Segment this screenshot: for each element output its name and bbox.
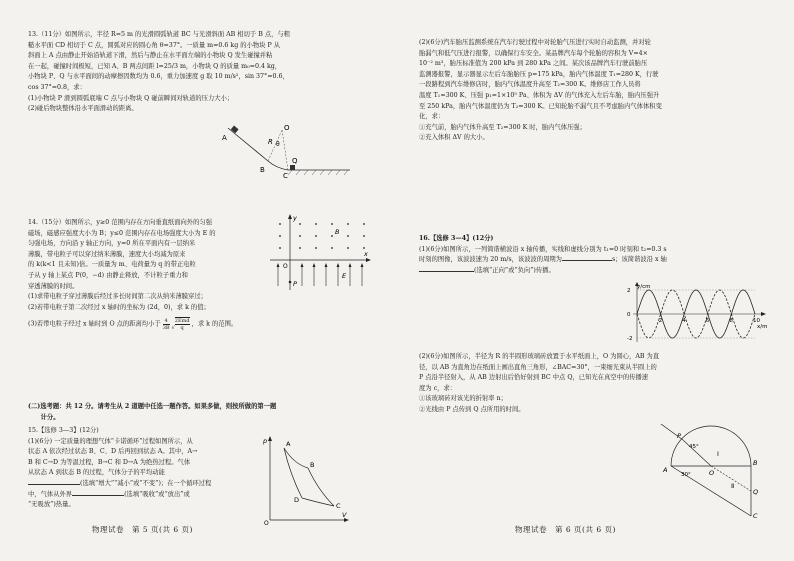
state-c: C bbox=[336, 502, 341, 510]
q15-blank2-hint: (选填“吸收”或“放出”或 bbox=[124, 490, 190, 498]
question-15-part2 bbox=[419, 38, 769, 144]
curve-da bbox=[284, 448, 302, 498]
q15-line: B 和 C→D 为等温过程，B→C 和 D→A 为绝热过程。气体 bbox=[28, 458, 191, 466]
state-d: D bbox=[294, 496, 300, 504]
point-a-label: A bbox=[663, 466, 668, 474]
wave-chart bbox=[623, 280, 773, 346]
q15-line-blank2 bbox=[28, 490, 280, 501]
answer-blank-period[interactable] bbox=[562, 260, 612, 261]
q14-part3-text: (3)若带电粒子经过 x 轴时到 O 点的距离均小于 bbox=[28, 320, 161, 328]
question-13 bbox=[28, 30, 368, 115]
wave-axes bbox=[633, 282, 766, 342]
magnetic-field-dots bbox=[279, 223, 365, 249]
q15b-line: 10⁻² m³，胎压标准值为 200 kPa 到 280 kPa 之间。某次该品牌汽车行驶前胎压 bbox=[419, 60, 648, 68]
y-tick-label: 0 bbox=[627, 312, 631, 318]
q15b-line: ①充气前，胎内气体升高至 T₂=300 K 时，胎内气体压强； bbox=[419, 123, 586, 131]
question-16 bbox=[419, 234, 769, 276]
q15b-line: 温度 T₁=300 K、压强 p₁=1×10⁵ Pa、体积为 ΔV 的气体充入左后车胎，胎内压强升 bbox=[419, 91, 660, 99]
point-b-label: B bbox=[753, 459, 758, 467]
question-14 bbox=[28, 218, 278, 331]
angle-30-label: 30° bbox=[681, 472, 691, 478]
q13-line: 小物块 P、Q 与水平面间的动摩擦因数均为 0.6，重力加速度 g 取 10 m/s²，sin 37°=0.6， bbox=[28, 73, 289, 81]
q14-line: 子从 y 轴上某点 P(0，−d) 由静止释放，不计粒子重力和 bbox=[28, 271, 188, 279]
q13-line: 斜面上 A 点由静止开始沿轨道下滑，然后与静止在水平面左端的小物块 Q 发生碰撞并粘 bbox=[28, 52, 273, 60]
point-q-label: Q bbox=[753, 488, 759, 496]
q16-line: (1)(6分)如图所示，一列简谐横波沿 x 轴传播，实线和虚线分别为 t₁=0 时刻和 t₂=0.3 s bbox=[419, 245, 667, 253]
sqrt-numerator: 2Emd bbox=[174, 318, 190, 325]
q15-title: 15.【选修 3—3】(12分) bbox=[28, 427, 99, 434]
label-b: B bbox=[260, 166, 265, 174]
q15-line: 状态 A 依次经过状态 B、C、D 后再回到状态 A。其中，A→ bbox=[28, 448, 198, 456]
fraction bbox=[163, 318, 170, 331]
sqrt-denominator: q bbox=[180, 325, 184, 332]
q13-line: cos 37°=0.8，求： bbox=[28, 83, 86, 91]
fraction-denominator: 3B bbox=[162, 324, 170, 331]
q13-line: (2)碰后物块整体沿水平面滑动的距离。 bbox=[28, 105, 138, 113]
q16-part2-line: ①该玻璃砖对该光的折射率 n； bbox=[419, 395, 507, 403]
label-q: Q bbox=[292, 157, 298, 165]
q16-line3: (选填“正向”或“负向”)传播。 bbox=[474, 266, 555, 274]
q14-line: 的 k(k<1 且未知)倍。一质量为 m、电荷量为 q 的带正电粒 bbox=[28, 261, 196, 269]
q16-title: 16.【选修 3—4】(12分) bbox=[419, 235, 494, 242]
q13-line: 糙水平面 CD 相切于 C 点，圆弧对应的圆心角 θ=37°。一质量 m=0.6 kg 的小物块 P 从 bbox=[28, 41, 280, 49]
q14-line: 薄膜，带电粒子可以穿过纳米薄膜，速度大小均减为原来 bbox=[28, 250, 186, 258]
q14-line: (2)若带电粒子第二次经过 x 轴时的坐标为 (2d，0)，求 k 的值； bbox=[28, 303, 210, 311]
origin-label: O bbox=[283, 263, 288, 270]
q15-line6: 中，气体从外界 bbox=[28, 490, 73, 498]
q15b-line: 至 250 kPa，胎内气体温度仍为 T₂=300 K。已知轮胎不漏气且不考虑胎内气体体积变 bbox=[419, 102, 662, 110]
q14-line: 穿透薄膜的时间。 bbox=[28, 282, 79, 290]
q16-line-blank2 bbox=[419, 266, 769, 277]
axis-x-label: x bbox=[364, 250, 368, 258]
sqrt-expression: √ 2Emd q bbox=[171, 318, 190, 332]
q16-line2b: s；该简谐波沿 x 轴 bbox=[611, 256, 667, 264]
point-c-label: C bbox=[753, 512, 758, 520]
q15b-line: ②充入体积 ΔV 的大小。 bbox=[419, 134, 489, 142]
q15-line7: “无吸放”)热量。 bbox=[28, 501, 75, 509]
answer-blank-direction[interactable] bbox=[419, 271, 474, 272]
q13-figure bbox=[210, 118, 360, 180]
point-p bbox=[289, 281, 292, 284]
q14-part3-tail: ，求 k 的范围。 bbox=[191, 320, 238, 328]
answer-blank-1[interactable] bbox=[28, 484, 80, 485]
block-q bbox=[290, 165, 295, 170]
q15-blank1-hint: (选填“增大”“减小”或“不变”)；在一个循环过程 bbox=[80, 479, 212, 487]
point-p-label: P bbox=[293, 280, 297, 288]
q13-line: 在一起，碰撞时间极短，已知 A、B 两点间距 l=25/3 m，小物块 Q 的质量 m₀=0.4 kg， bbox=[28, 62, 282, 70]
q13-line: (1)小物块 P 滑到圆弧底端 C 点与小物块 Q 碰前瞬间对轨道的压力大小； bbox=[28, 94, 234, 102]
q14-line: 磁场，磁感应强度大小为 B；y≤0 范围内存在电场强度大小为 E 的 bbox=[28, 229, 216, 237]
point-o-label: O bbox=[709, 469, 715, 477]
axis-p-label: p bbox=[263, 437, 268, 445]
x-tick-label: 2 bbox=[658, 318, 663, 324]
angle-45-label: 45° bbox=[689, 444, 699, 450]
q16-part2-line: 度为 c，求： bbox=[419, 384, 457, 392]
curve-cd bbox=[302, 498, 334, 506]
q14-line: 14.（15分）如图所示，y≥0 范围内存在方向垂直纸面向外的匀强 bbox=[28, 219, 212, 226]
point-p-label: P bbox=[677, 432, 681, 440]
y-tick-label: -2 bbox=[627, 336, 633, 342]
q16-part2-line: ②光线由 P 点传到 Q 点所用的时间。 bbox=[419, 405, 525, 413]
q13-line: 13.（11分）如图所示，半径 R=5 m 的光滑圆弧轨道 BC 与光滑斜面 AB 相切于 B 点，与粗 bbox=[28, 31, 291, 38]
q16-line-blank1 bbox=[419, 255, 769, 266]
q15b-line: 胎漏气和低气压进行报警，以确保行车安全。某品牌汽车每个轮胎的容积为 V=4× bbox=[419, 49, 648, 57]
x-tick-label: 4 bbox=[682, 318, 686, 324]
axis-v-label: V bbox=[342, 511, 347, 519]
block-p bbox=[231, 126, 239, 134]
answer-blank-2[interactable] bbox=[72, 495, 124, 496]
q16-glass-figure bbox=[659, 418, 759, 520]
x-tick-label: 10 bbox=[753, 318, 760, 324]
footer-page-6: 物理试卷 第 6 页(共 6 页) bbox=[515, 525, 616, 534]
curve-ab bbox=[284, 448, 308, 468]
right-page bbox=[397, 0, 794, 561]
curve-bc bbox=[308, 468, 334, 506]
y-tick-label: 2 bbox=[627, 288, 631, 294]
footer-page-5: 物理试卷 第 5 页(共 6 页) bbox=[92, 525, 193, 534]
q14-figure bbox=[268, 212, 373, 292]
q16-part2-line: (2)(6分)如图所示，半径为 R 的半圆形玻璃砖放置于水平纸面上，O 为圆心，AB 为直 bbox=[419, 353, 660, 360]
section-elective-line: (二)选考题：共 12 分。请考生从 2 道题中任选一题作答。如果多做，则按所做的第一题 bbox=[28, 403, 277, 410]
q14-line: (1)求带电粒子穿过薄膜后经过多长时间第二次从纳米薄膜穿过； bbox=[28, 293, 207, 301]
label-a: A bbox=[222, 134, 227, 142]
q15b-line: 一段路程到汽车维修店时，胎内气体温度升高至 T₂=300 K。维修店工作人员将 bbox=[419, 81, 641, 89]
x-tick-label: 6 bbox=[705, 318, 710, 324]
label-o: O bbox=[284, 124, 290, 132]
q15-pv-figure bbox=[262, 434, 350, 526]
wave-y-axis-label: y/cm bbox=[637, 284, 651, 290]
question-15 bbox=[28, 426, 280, 511]
section-elective-line: 计分。 bbox=[28, 413, 60, 421]
q14-part3 bbox=[28, 317, 368, 331]
fraction-numerator: 4 bbox=[164, 317, 168, 324]
q15b-line: 化，求： bbox=[419, 113, 445, 121]
wave-ticks bbox=[627, 288, 760, 342]
state-a: A bbox=[286, 440, 291, 448]
q16-part2-line: P 点沿半径射入，从 AB 边射出后恰好射到 BC 中点 Q，已知光在真空中的传播速 bbox=[419, 374, 649, 382]
x-axis-arrow bbox=[761, 312, 766, 316]
region-ii-label: Ⅱ bbox=[731, 482, 735, 490]
q16-line2a: 时刻的图像，该波波速为 20 m/s，该波波的周期为 bbox=[419, 256, 562, 264]
axis-y-label: y bbox=[293, 214, 297, 222]
field-e-label: E bbox=[342, 272, 347, 280]
region-i-label: I bbox=[717, 450, 719, 458]
origin-label: O bbox=[264, 520, 269, 526]
label-c: C bbox=[283, 172, 288, 180]
q15b-line: 监测器报警，显示器显示左后车胎胎压 p=175 kPa，胎内气体温度 T₁=280 K，行驶 bbox=[419, 70, 659, 78]
q16-part2-line: 径，以 AB 为直角边在纸面上画出直角三角形，∠BAC=30°，一束细光束从半圆上的 bbox=[419, 363, 657, 371]
q14-line: 匀强电场，方向沿 y 轴正方向，y=0 所在平面内有一层纳米 bbox=[28, 240, 196, 248]
label-r: R bbox=[268, 138, 273, 146]
q15-line-blank1 bbox=[28, 479, 280, 490]
q15-line: 从状态 A 到状态 B 的过程，气体分子的平均动能 bbox=[28, 469, 165, 477]
q15b-line: (2)(6分)汽车胎压监测系统在汽车行驶过程中对轮胎气压进行实时自动监测，并对轮 bbox=[419, 39, 651, 46]
label-theta: θ bbox=[276, 141, 280, 148]
semicircle bbox=[671, 426, 751, 466]
wave-x-axis-label: x/m bbox=[757, 324, 768, 330]
question-16-part2 bbox=[419, 352, 769, 416]
field-b-label: B bbox=[335, 228, 340, 236]
state-b: B bbox=[310, 461, 315, 469]
x-tick-label: 8 bbox=[729, 318, 733, 324]
q15-line: (1)(6分) 一定质量的理想气体“卡诺循环”过程如图所示，从 bbox=[28, 437, 193, 445]
section-elective bbox=[28, 402, 368, 423]
